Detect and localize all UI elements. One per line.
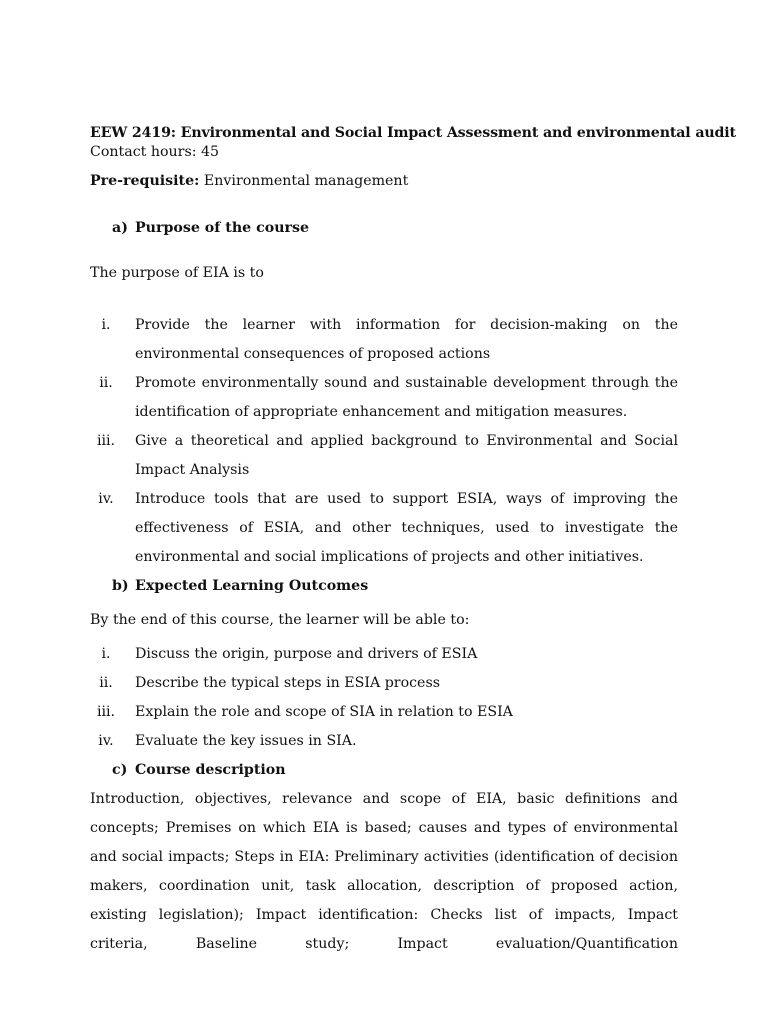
purpose-intro: The purpose of EIA is to	[90, 265, 264, 281]
outcomes-intro: By the end of this course, the learner will be able to:	[90, 612, 470, 628]
list-item-text: Explain the role and scope of SIA in relation to ESIA	[135, 704, 513, 720]
course-description-text: Introduction, objectives, relevance and scope of EIA, basic definitions and concepts; Premises on which EIA is based; causes and types of environmental and social impacts; Steps in EIA: Preliminary activities (identification of decision makers, coordination unit, task allocation, description of proposed action, existing legislation); Impact identification: Checks list of impacts, Impact criteria, Baseline study; Impact evaluation/Quantification	[90, 791, 678, 952]
list-item	[90, 369, 678, 427]
section-marker-c: c)	[112, 762, 128, 778]
section-heading-outcomes	[90, 572, 678, 601]
list-item-text: Evaluate the key issues in SIA.	[135, 733, 357, 749]
outcomes-list	[90, 640, 678, 756]
section-title-outcomes: Expected Learning Outcomes	[135, 578, 369, 594]
list-item	[90, 640, 678, 669]
list-item-text: Introduce tools that are used to support ESIA, ways of improving the effectiveness of ESIA, and other techniques, used to investigate the environmental and social implications of projects and other initiatives.	[135, 491, 678, 565]
prerequisite	[90, 172, 678, 191]
contact-hours: Contact hours: 45	[90, 144, 220, 160]
course-title: EEW 2419: Environmental and Social Impact Assessment and environmental audit	[90, 125, 736, 141]
list-item-number: ii.	[99, 675, 113, 691]
list-item-number: iv.	[98, 733, 114, 749]
list-item-number: i.	[101, 317, 111, 333]
list-item	[90, 698, 678, 727]
section-heading-description	[90, 756, 678, 785]
list-item	[90, 727, 678, 756]
list-item-number: iii.	[96, 704, 116, 720]
section-title-description: Course description	[135, 762, 286, 778]
list-item-text: Promote environmentally sound and sustainable development through the identification of appropriate enhancement and mitigation measures.	[135, 375, 678, 420]
section-title-purpose: Purpose of the course	[135, 220, 310, 236]
list-item	[90, 427, 678, 485]
prerequisite-value: Environmental management	[199, 173, 409, 189]
prerequisite-label: Pre-requisite:	[90, 173, 200, 189]
list-item-number: i.	[101, 646, 111, 662]
list-item-text: Give a theoretical and applied background to Environmental and Social Impact Analysis	[135, 433, 678, 478]
list-item-number: iv.	[98, 491, 114, 507]
document-content	[90, 124, 736, 959]
section-marker-a: a)	[112, 220, 128, 236]
purpose-list	[90, 311, 678, 572]
list-item	[90, 311, 678, 369]
list-item-number: iii.	[96, 433, 116, 449]
list-item-number: ii.	[99, 375, 113, 391]
list-item	[90, 485, 678, 572]
list-item-text: Describe the typical steps in ESIA process	[135, 675, 441, 691]
list-item-text: Discuss the origin, purpose and drivers of ESIA	[135, 646, 478, 662]
list-item	[90, 669, 678, 698]
section-marker-b: b)	[112, 578, 129, 594]
list-item-text: Provide the learner with information for decision-making on the environmental consequences of proposed actions	[135, 317, 678, 362]
section-heading-purpose	[90, 219, 678, 238]
